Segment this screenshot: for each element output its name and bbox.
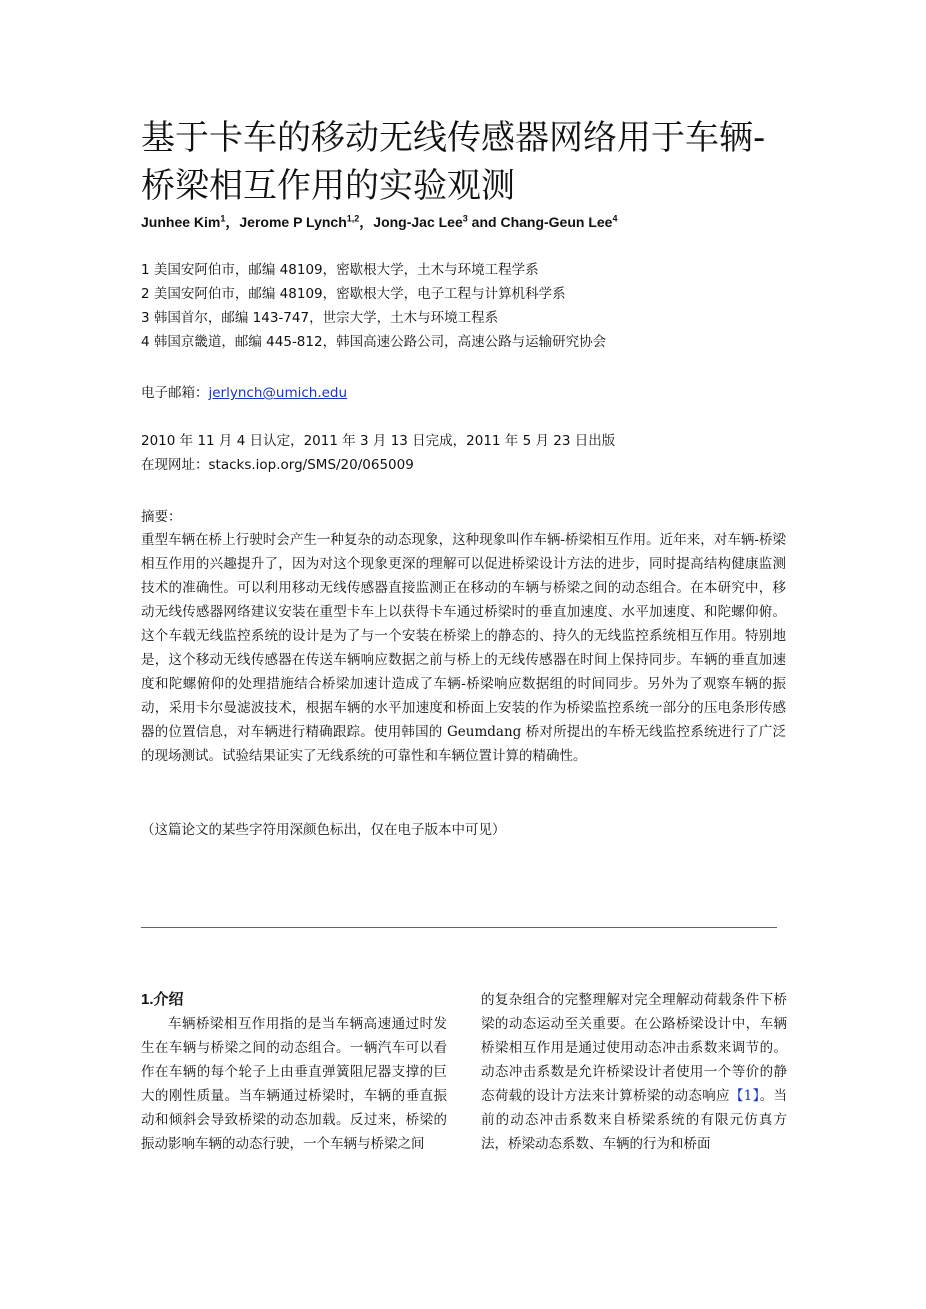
affiliation-item: 2 美国安阿伯市，邮编 48109，密歇根大学，电子工程与计算机科学系 xyxy=(141,286,566,302)
author-separator: and xyxy=(467,214,501,230)
author-name: Jerome P Lynch xyxy=(239,214,347,230)
email-link[interactable]: jerlynch@umich.edu xyxy=(208,385,348,401)
abstract-note: （这篇论文的某些字符用深颜色标出，仅在电子版本中可见） xyxy=(141,822,506,838)
author-name: Junhee Kim xyxy=(141,214,221,230)
email-line xyxy=(141,381,347,401)
intro-continued-b: 。当前的动态冲击系数来自桥梁系统的有限元仿真方法，桥梁动态系数、车辆的行为和桥面 xyxy=(481,1088,788,1152)
author-affil-mark: 1 xyxy=(220,213,226,224)
affiliation-item: 4 韩国京畿道，邮编 445-812，韩国高速公路公司，高速公路与运输研究协会 xyxy=(141,334,607,350)
online-line: 在现网址：stacks.iop.org/SMS/20/065009 xyxy=(141,457,414,473)
paper-title xyxy=(141,114,801,210)
author-list xyxy=(141,212,801,232)
abstract-text: 重型车辆在桥上行驶时会产生一种复杂的动态现象，这种现象叫作车辆-桥梁相互作用。近年来，对车辆-桥梁相互作用的兴趣提升了，因为对这个现象更深的理解可以促进桥梁设计方法的进步，同时提高结构健康监测技术的准确性。可以利用移动无线传感器直接监测正在移动的车辆与桥梁之间的动态组合。在本研究中，移动无线传感器网络建议安装在重型卡车上以获得卡车通过桥梁时的垂直加速度、水平加速度、和陀螺仰俯。这个车载无线监控系统的设计是为了与一个安装在桥梁上的静态的、持久的无线监控系统相互作用。特别地是，这个移动无线传感器在传送车辆响应数据之前与桥上的无线传感器在时间上保持同步。车辆的垂直加速度和陀螺俯仰的处理措施结合桥梁加速计造成了车辆-桥梁响应数据组的时间同步。另外为了观察车辆的振动，采用卡尔曼滤波技术，根据车辆的水平加速度和桥面上安装的作为桥梁监控系统一部分的压电条形传感器的位置信息，对车辆进行精确跟踪。使用韩国的 Geumdang 桥对所提出的车桥无线监控系统进行了广泛的现场测试。试验结果证实了无线系统的可靠性和车辆位置计算的精确性。 xyxy=(141,532,786,764)
intro-continued-a: 的复杂组合的完整理解对完全理解动荷载条件下桥梁的动态运动至关重要。在公路桥梁设计中，车辆桥梁相互作用是通过使用动态冲击系数来调节的。动态冲击系数是允许桥梁设计者使用一个等价的静态荷载的设计方法来计算桥梁的动态响应 xyxy=(481,992,787,1104)
affiliation-list xyxy=(141,258,801,354)
author-name: Jong-Jac Lee xyxy=(373,214,463,230)
title-line-1: 基于卡车的移动无线传感器网络用于车辆- xyxy=(141,118,766,158)
column-right xyxy=(481,988,787,1156)
abstract-label: 摘要： xyxy=(141,509,182,525)
email-label: 电子邮箱： xyxy=(141,385,209,401)
citation-link[interactable]: 【1】 xyxy=(729,1088,760,1104)
author-name: Chang-Geun Lee xyxy=(500,214,613,230)
affiliation-item: 1 美国安阿伯市，邮编 48109，密歇根大学，土木与环境工程学系 xyxy=(141,262,539,278)
author-affil-mark: 3 xyxy=(462,213,468,224)
title-line-2: 桥梁相互作用的实验观测 xyxy=(141,166,515,206)
author-separator: ， xyxy=(225,214,240,230)
author-affil-mark: 1,2 xyxy=(346,213,360,224)
section-heading: 1.介绍 xyxy=(141,991,184,1008)
section-divider xyxy=(141,927,777,928)
affiliation-item: 3 韩国首尔，邮编 143-747，世宗大学，土木与环境工程系 xyxy=(141,310,499,326)
author-separator: ， xyxy=(359,214,374,230)
intro-paragraph: 车辆桥梁相互作用指的是当车辆高速通过时发生在车辆与桥梁之间的动态组合。一辆汽车可以看作在车辆的每个轮子上由垂直弹簧阻尼器支撑的巨大的刚性质量。当车辆通过桥梁时，车辆的垂直振动和倾斜会导致桥梁的动态加载。反过来，桥梁的振动影响车辆的动态行驶，一个车辆与桥梁之间 xyxy=(141,1016,447,1152)
publication-dates xyxy=(141,429,801,477)
column-left xyxy=(141,988,447,1156)
dates-line: 2010 年 11 月 4 日认定，2011 年 3 月 13 日完成，2011 年 5 月 23 日出版 xyxy=(141,433,616,449)
author-affil-mark: 4 xyxy=(612,213,618,224)
